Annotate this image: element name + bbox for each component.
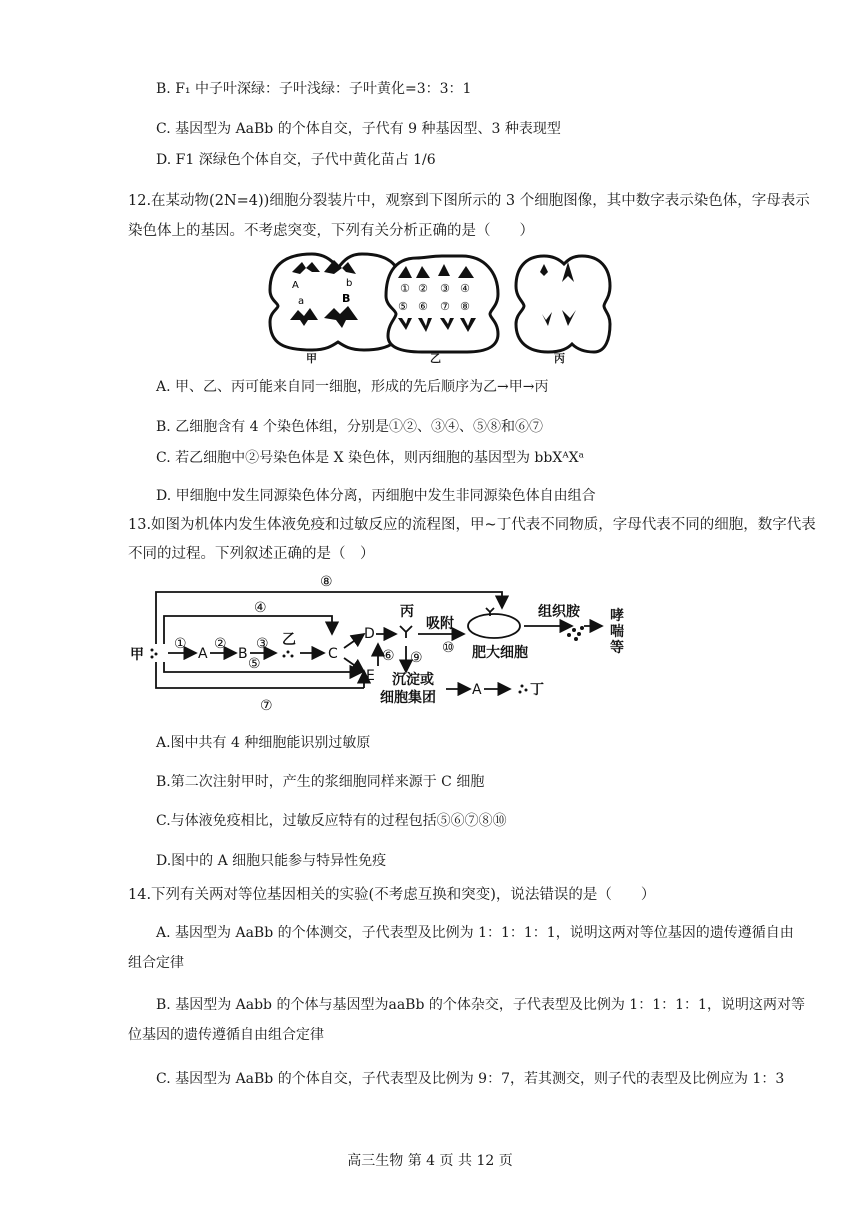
q14-stem: 14.下列有关两对等位基因相关的实验(不考虑互换和突变)，说法错误的是（ ） xyxy=(128,887,656,903)
q11-option-c: C. 基因型为 AaBb 的个体自交，子代有 9 种基因型、3 种表现型 xyxy=(156,121,561,137)
q12-stem-line1: 12.在某动物(2N=4))细胞分裂装片中，观察到下图所示的 3 个细胞图像，其中数字表示染色体，字母表示 xyxy=(128,193,810,209)
chromosome-number: ⑧ xyxy=(460,300,470,313)
cell-label-jia: 甲 xyxy=(306,352,317,365)
q13-option-a: A.图中共有 4 种细胞能识别过敏原 xyxy=(156,735,371,751)
process-10: ⑩ xyxy=(442,640,455,656)
cell-label-bing: 丙 xyxy=(554,352,565,365)
cell-jia xyxy=(270,254,402,350)
gene-label: a xyxy=(298,296,305,307)
label-asthma-1: 哮 xyxy=(610,608,624,624)
cell-label-yi: 乙 xyxy=(430,352,441,365)
chromosome-number: ④ xyxy=(460,282,470,295)
label-asthma-3: 等 xyxy=(610,640,624,656)
chromosome-number: ⑦ xyxy=(440,300,450,313)
q13-option-b: B.第二次注射甲时，产生的浆细胞同样来源于 C 细胞 xyxy=(156,774,485,790)
page-footer: 高三生物 第 4 页 共 12 页 xyxy=(347,1153,513,1169)
label-B: B xyxy=(238,646,248,662)
label-yi: 乙 xyxy=(282,632,296,648)
q13-option-c: C.与体液免疫相比，过敏反应特有的过程包括⑤⑥⑦⑧⑩ xyxy=(156,813,507,829)
q12-cell-figure xyxy=(262,248,612,364)
label-mast-cell: 肥大细胞 xyxy=(472,645,528,661)
label-histamine: 组织胺 xyxy=(538,604,580,620)
q11-option-d: D. F1 深绿色个体自交，子代中黄化苗占 1/6 xyxy=(156,152,436,168)
chromosome-number: ⑤ xyxy=(398,300,408,313)
chromosome-number: ③ xyxy=(440,282,450,295)
process-5: ⑤ xyxy=(248,656,261,672)
q13-option-d: D.图中的 A 细胞只能参与特异性免疫 xyxy=(156,853,387,869)
chromosome-number: ② xyxy=(418,282,428,295)
label-E: E xyxy=(366,668,375,684)
gene-label: B xyxy=(342,292,351,305)
process-3: ③ xyxy=(256,636,269,652)
process-6: ⑥ xyxy=(382,648,395,664)
cell-yi xyxy=(386,256,498,352)
q13-immune-flowchart xyxy=(124,568,644,716)
label-bing: 丙 xyxy=(400,604,414,620)
q12-option-d: D. 甲细胞中发生同源染色体分离，丙细胞中发生非同源染色体自由组合 xyxy=(156,488,596,504)
label-A: A xyxy=(198,646,208,662)
q12-option-b: B. 乙细胞含有 4 个染色体组，分别是①②、③④、⑤⑧和⑥⑦ xyxy=(156,419,543,435)
label-C: C xyxy=(328,646,338,662)
q14-option-b-line2: 位基因的遗传遵循自由组合定律 xyxy=(128,1027,324,1043)
process-2: ② xyxy=(214,636,227,652)
q11-option-b: B. F₁ 中子叶深绿：子叶浅绿：子叶黄化=3：3：1 xyxy=(156,81,472,97)
q14-option-c: C. 基因型为 AaBb 的个体自交，子代表型及比例为 9：7，若其测交，则子代的表型及比例应为 1：3 xyxy=(156,1071,785,1087)
label-asthma-2: 喘 xyxy=(610,624,624,640)
q13-stem-line1: 13.如图为机体内发生体液免疫和过敏反应的流程图，甲~丁代表不同物质，字母代表不同的细胞，数字代表 xyxy=(128,517,816,533)
q12-option-a: A. 甲、乙、丙可能来自同一细胞，形成的先后顺序为乙→甲→丙 xyxy=(156,379,549,395)
chromosome-number: ① xyxy=(400,282,410,295)
label-precipitate-1: 沉淀或 xyxy=(392,672,434,688)
q12-option-c: C. 若乙细胞中②号染色体是 X 染色体，则丙细胞的基因型为 bbXᴬXᵃ xyxy=(156,450,585,466)
q13-stem-line2: 不同的过程。下列叙述正确的是（ ） xyxy=(128,546,375,562)
process-1: ① xyxy=(174,636,187,652)
label-A2: A xyxy=(472,682,482,698)
gene-label: b xyxy=(346,278,353,289)
label-jia: 甲 xyxy=(130,647,144,663)
label-precipitate-2: 细胞集团 xyxy=(380,690,436,706)
label-D: D xyxy=(364,626,375,642)
q12-stem-line2: 染色体上的基因。不考虑突变，下列有关分析正确的是（ ） xyxy=(128,223,534,239)
q14-option-b-line1: B. 基因型为 Aabb 的个体与基因型为aaBb 的个体杂交，子代表型及比例为 1：1：1：1，说明这两对等 xyxy=(156,997,805,1013)
chromosome-number: ⑥ xyxy=(418,300,428,313)
process-9: ⑨ xyxy=(410,650,423,666)
cell-bing xyxy=(516,256,610,352)
q14-option-a-line2: 组合定律 xyxy=(128,955,184,971)
process-8: ⑧ xyxy=(320,574,333,590)
process-7: ⑦ xyxy=(260,698,273,714)
process-4: ④ xyxy=(254,600,267,616)
gene-label: A xyxy=(292,280,299,291)
label-ding: 丁 xyxy=(530,682,544,698)
label-adsorb: 吸附 xyxy=(426,616,454,632)
q14-option-a-line1: A. 基因型为 AaBb 的个体测交，子代表型及比例为 1：1：1：1，说明这两对等位基因的遗传遵循自由 xyxy=(156,925,794,941)
